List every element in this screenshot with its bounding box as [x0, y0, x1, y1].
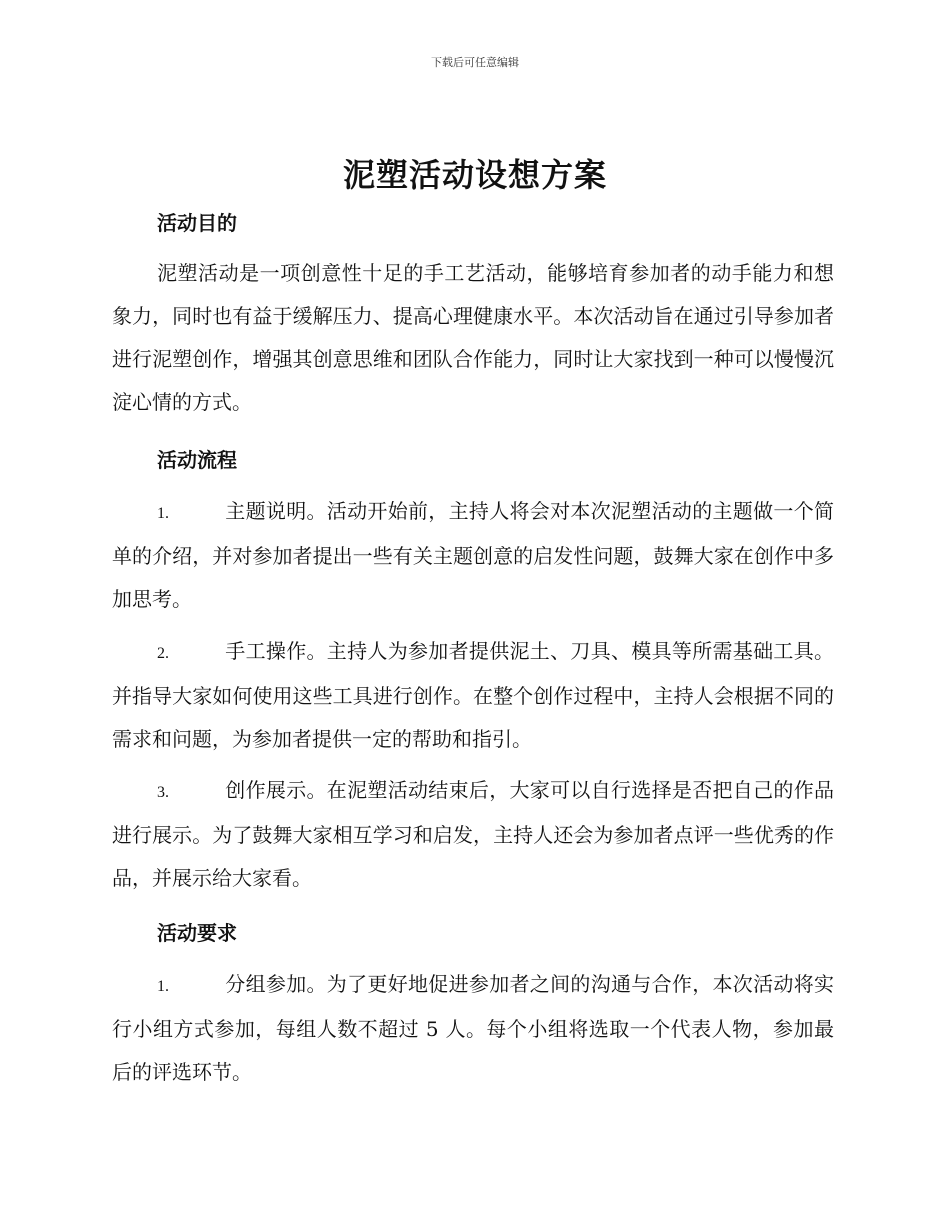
item-text: 手工操作。主持人为参加者提供泥土、刀具、模具等所需基础工具。并指导大家如何使用这些工具进行创作。在整个创作过程中，主持人会根据不同的需求和问题，为参加者提供一定的帮助和指引。 [112, 639, 834, 751]
item-text: 创作展示。在泥塑活动结束后，大家可以自行选择是否把自己的作品进行展示。为了鼓舞大家相互学习和启发，主持人还会为参加者点评一些优秀的作品，并展示给大家看。 [112, 778, 834, 890]
item-number: 2. [157, 645, 169, 662]
section-heading-purpose: 活动目的 [157, 211, 237, 235]
item-number: 3. [157, 784, 169, 801]
process-item-3 [112, 769, 834, 900]
header-note: 下载后可任意编辑 [431, 56, 519, 69]
purpose-paragraph: 泥塑活动是一项创意性十足的手工艺活动，能够培育参加者的动手能力和想象力，同时也有益于缓解压力、提高心理健康水平。本次活动旨在通过引导参加者进行泥塑创作，增强其创意思维和团队合作能力，同时让大家找到一种可以慢慢沉淀心情的方式。 [112, 261, 834, 414]
item-text: 主题说明。活动开始前，主持人将会对本次泥塑活动的主题做一个简单的介绍，并对参加者提出一些有关主题创意的启发性问题，鼓舞大家在创作中多加思考。 [112, 499, 834, 611]
process-item-1 [112, 490, 834, 621]
item-number: 1. [157, 978, 169, 995]
process-item-2 [112, 630, 834, 761]
section-heading-process: 活动流程 [157, 448, 237, 472]
section-heading-requirements: 活动要求 [157, 921, 237, 945]
item-text: 分组参加。为了更好地促进参加者之间的沟通与合作，本次活动将实行小组方式参加，每组人数不超过 5 人。每个小组将选取一个代表人物，参加最后的评选环节。 [112, 972, 834, 1084]
item-number: 1. [157, 505, 169, 522]
requirements-item-1 [112, 963, 834, 1094]
document-title: 泥塑活动设想方案 [342, 156, 607, 194]
